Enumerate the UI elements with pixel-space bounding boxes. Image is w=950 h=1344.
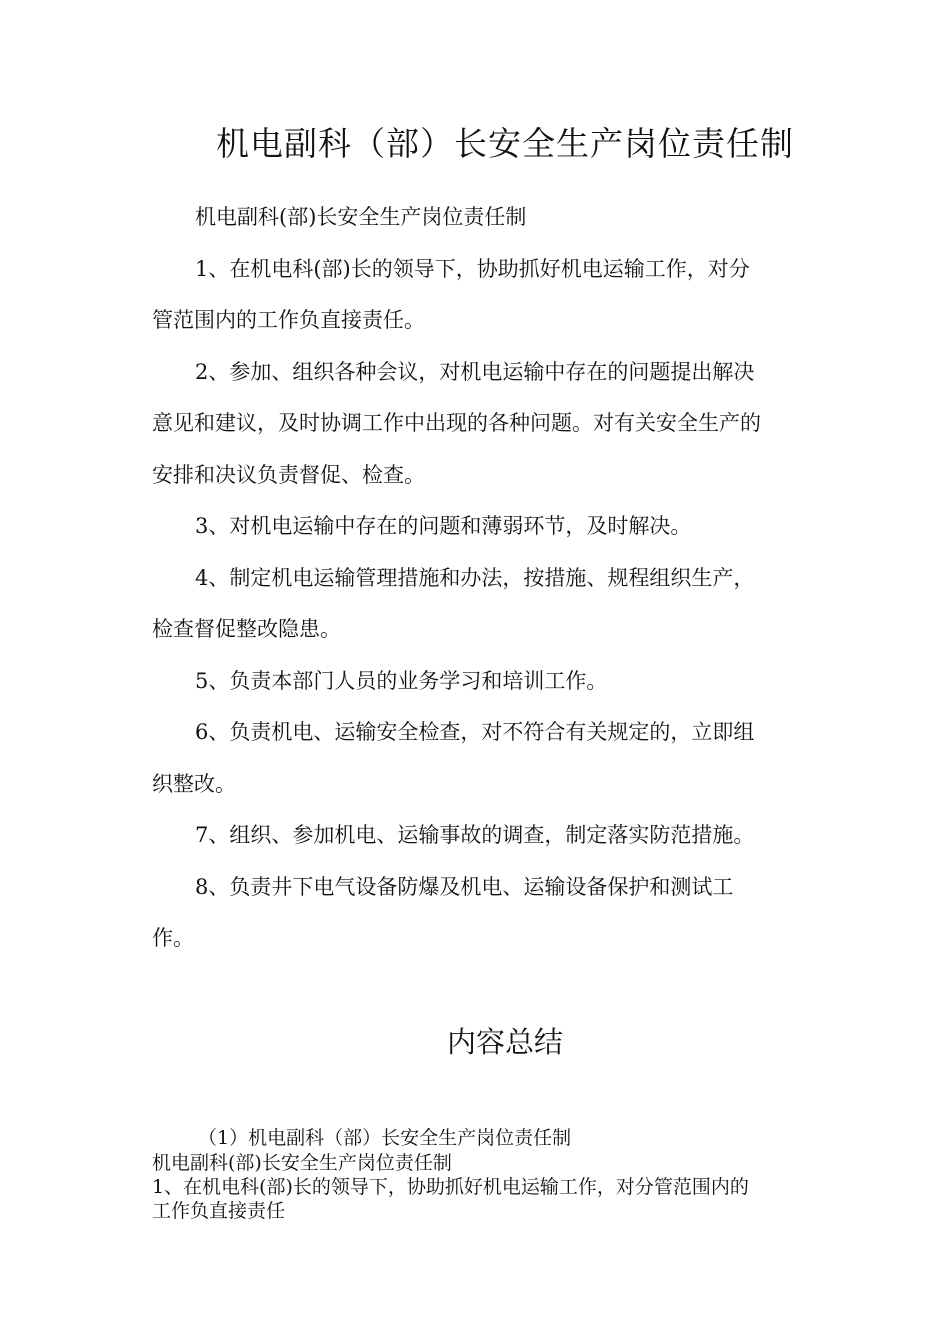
body-line: 6、负责机电、运输安全检查，对不符合有关规定的，立即组 <box>195 720 755 744</box>
summary-line: （1）机电副科（部）长安全生产岗位责任制 <box>198 1127 572 1149</box>
body-line: 1、在机电科(部)长的领导下，协助抓好机电运输工作，对分 <box>195 257 750 281</box>
body-line: 意见和建议，及时协调工作中出现的各种问题。对有关安全生产的 <box>152 411 761 435</box>
body-line: 管范围内的工作负直接责任。 <box>152 308 425 332</box>
body-line: 7、组织、参加机电、运输事故的调查，制定落实防范措施。 <box>195 823 755 847</box>
body-line: 检查督促整改隐患。 <box>152 617 341 641</box>
body-line: 织整改。 <box>152 772 236 796</box>
body-line: 2、参加、组织各种会议，对机电运输中存在的问题提出解决 <box>195 360 755 384</box>
body-line: 5、负责本部门人员的业务学习和培训工作。 <box>195 669 608 693</box>
body-line: 安排和决议负责督促、检查。 <box>152 463 425 487</box>
summary-line: 机电副科(部)长安全生产岗位责任制 <box>152 1152 452 1174</box>
summary-line: 1、在机电科(部)长的领导下，协助抓好机电运输工作，对分管范围内的 <box>152 1176 749 1198</box>
body-line: 4、制定机电运输管理措施和办法，按措施、规程组织生产， <box>195 566 755 590</box>
body-line: 3、对机电运输中存在的问题和薄弱环节，及时解决。 <box>195 514 692 538</box>
summary-heading: 内容总结 <box>446 1025 563 1059</box>
document-title: 机电副科（部）长安全生产岗位责任制 <box>216 124 794 163</box>
document-subtitle: 机电副科(部)长安全生产岗位责任制 <box>195 205 527 229</box>
body-line: 作。 <box>152 926 194 950</box>
summary-line: 工作负直接责任 <box>152 1200 286 1222</box>
body-line: 8、负责井下电气设备防爆及机电、运输设备保护和测试工 <box>195 875 734 899</box>
